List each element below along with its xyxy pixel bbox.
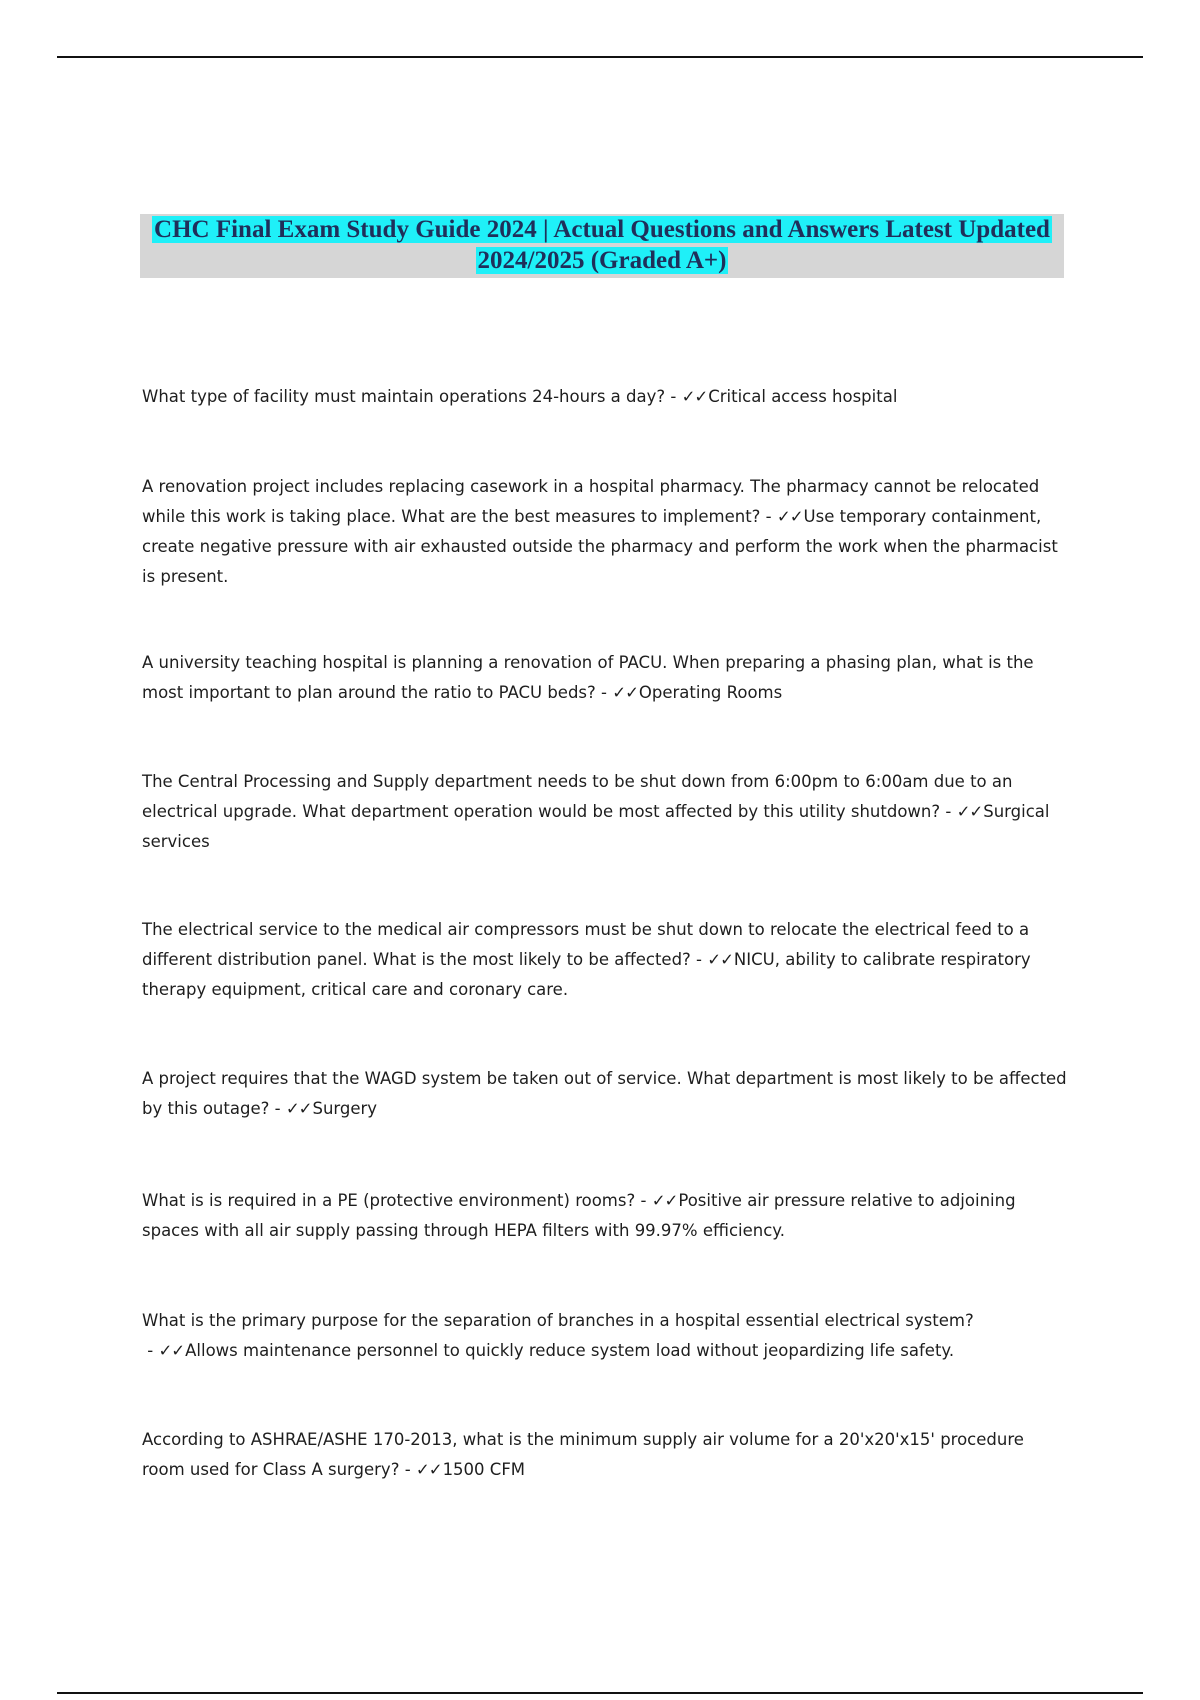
qa-item: What type of facility must maintain operations 24-hours a day? - ✓✓Critical access hospital [142,387,898,406]
qa-item: What is the primary purpose for the separation of branches in a hospital essential electrical system? - ✓✓Allows maintenance personnel to quickly reduce system load without jeopardizing life safety. [142,1311,974,1360]
question-text: The Central Processing and Supply department needs to be shut down from 6:00pm to 6:00am due to an electrical upgrade. What department operation would be most affected by this utility shutdown? [142,772,1013,821]
question-text: What type of facility must maintain operations 24-hours a day? [142,387,666,406]
checkmark-icon: ✓✓ [158,1341,185,1360]
question-text: A renovation project includes replacing casework in a hospital pharmacy. The pharmacy cannot be relocated while this work is taking place. What are the best measures to implement? [142,477,1040,526]
title-banner [140,214,1064,278]
answer-text: 1500 CFM [442,1460,526,1479]
checkmark-icon: ✓✓ [415,1460,442,1479]
qa-item: A project requires that the WAGD system be taken out of service. What department is most likely to be affected by this outage? - ✓✓Surgery [142,1069,1067,1118]
qa-item: According to ASHRAE/ASHE 170-2013, what is the minimum supply air volume for a 20'x20'x15' procedure room used for Class A surgery? - ✓✓1500 CFM [142,1430,1024,1479]
checkmark-icon: ✓✓ [707,950,733,969]
bottom-rule [57,1692,1143,1694]
qa-item: The electrical service to the medical air compressors must be shut down to relocate the electrical feed to a different distribution panel. What is the most likely to be affected? - ✓✓NICU, ability to calibrate respiratory therapy equipment, critical care and coronary care. [142,920,1031,999]
qa-item: A renovation project includes replacing casework in a hospital pharmacy. The pharmacy cannot be relocated while this work is taking place. What are the best measures to implement? - ✓✓Use temporary containment, create negative pressure with air exhausted outside the pharmacy and perform the work when the pharmacist is present. [142,477,1058,586]
checkmark-icon: ✓✓ [681,387,708,406]
question-text: A university teaching hospital is planning a renovation of PACU. When preparing a phasing plan, what is the most important to plan around the ratio to PACU beds? [142,653,1034,702]
question-text: A project requires that the WAGD system be taken out of service. What department is most likely to be affected by this outage? [142,1069,1067,1118]
checkmark-icon: ✓✓ [956,802,983,821]
answer-text: Operating Rooms [638,683,783,702]
answer-text: Surgery [312,1099,378,1118]
answer-text: Surgical services [142,802,1050,851]
question-text: What is is required in a PE (protective environment) rooms? [142,1191,636,1210]
checkmark-icon: ✓✓ [285,1099,312,1118]
answer-text: Allows maintenance personnel to quickly reduce system load without jeopardizing life safety. [185,1341,955,1360]
checkmark-icon: ✓✓ [651,1191,678,1210]
document-title: CHC Final Exam Study Guide 2024 | Actual Questions and Answers Latest Updated 2024/2025 (Graded A+) [154,216,1050,274]
question-text: What is the primary purpose for the separation of branches in a hospital essential electrical system? [142,1311,974,1330]
qa-item: A university teaching hospital is planning a renovation of PACU. When preparing a phasing plan, what is the most important to plan around the ratio to PACU beds? - ✓✓Operating Rooms [142,653,1034,702]
checkmark-icon: ✓✓ [612,683,638,702]
checkmark-icon: ✓✓ [776,507,803,526]
answer-text: NICU, ability to calibrate respiratory therapy equipment, critical care and coronary care. [142,950,1031,999]
question-text: The electrical service to the medical air compressors must be shut down to relocate the electrical feed to a different distribution panel. What is the most likely to be affected? [142,920,1030,969]
answer-text: Use temporary containment, create negative pressure with air exhausted outside the pharmacy and perform the work when the pharmacist is present. [142,507,1058,586]
top-rule [57,56,1143,58]
answer-text: Positive air pressure relative to adjoining spaces with all air supply passing through HEPA filters with 99.97% efficiency. [142,1191,1016,1240]
qa-item: The Central Processing and Supply department needs to be shut down from 6:00pm to 6:00am due to an electrical upgrade. What department operation would be most affected by this utility shutdown? - ✓✓Surgical services [142,772,1050,851]
qa-item: What is is required in a PE (protective environment) rooms? - ✓✓Positive air pressure relative to adjoining spaces with all air supply passing through HEPA filters with 99.97% efficiency. [142,1191,1016,1240]
answer-text: Critical access hospital [708,387,898,406]
question-text: According to ASHRAE/ASHE 170-2013, what is the minimum supply air volume for a 20'x20'x15' procedure room used for Class A surgery? [142,1430,1024,1479]
